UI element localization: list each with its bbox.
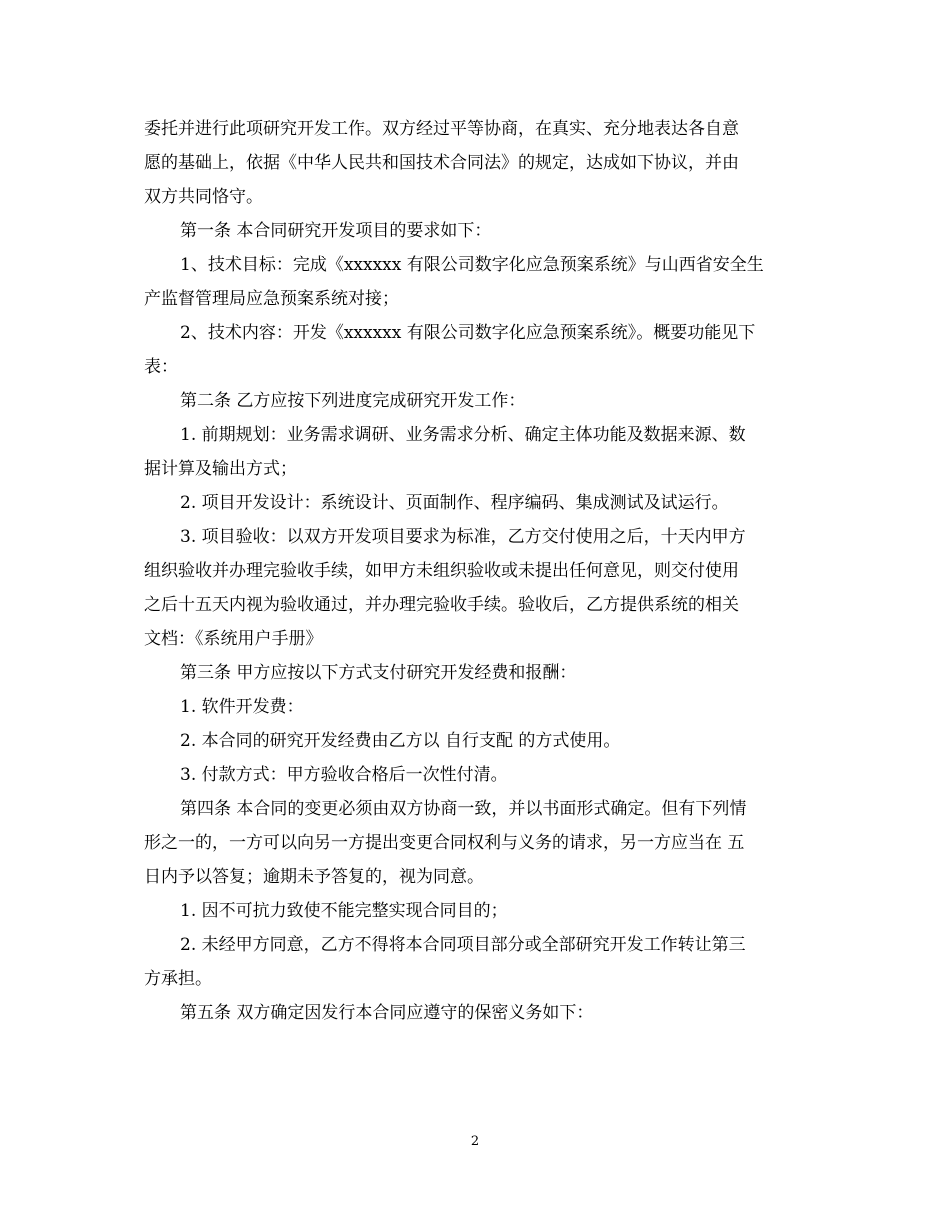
article-4-heading: 第四条 本合同的变更必须由双方协商一致，并以书面形式确定。但有下列情 — [180, 799, 747, 819]
text-line: 2. 项目开发设计：系统设计、页面制作、程序编码、集成测试及试运行。 — [180, 493, 729, 513]
text-line: 2、技术内容：开发《xxxxxx 有限公司数字化应急预案系统》。概要功能见下 — [180, 323, 756, 343]
text-line: 据计算及输出方式； — [144, 459, 297, 479]
text-line: 表： — [144, 357, 178, 377]
article-5-heading: 第五条 双方确定因发行本合同应遵守的保密义务如下： — [180, 1003, 594, 1023]
text-line: 形之一的，一方可以向另一方提出变更合同权利与义务的请求，另一方应当在 五 — [144, 833, 745, 853]
text-line: 3. 项目验收：以双方开发项目要求为标准，乙方交付使用之后，十天内甲方 — [180, 527, 746, 547]
text-line: 1. 软件开发费： — [180, 697, 304, 717]
text-line: 1、技术目标：完成《xxxxxx 有限公司数字化应急预案系统》与山西省安全生 — [180, 255, 764, 275]
text-line: 2. 未经甲方同意，乙方不得将本合同项目部分或全部研究开发工作转让第三 — [180, 935, 746, 955]
text-line: 文档：《系统用户手册》 — [144, 629, 323, 649]
text-line: 之后十五天内视为验收通过，并办理完验收手续。验收后，乙方提供系统的相关 — [144, 595, 739, 615]
text-line: 3. 付款方式：甲方验收合格后一次性付清。 — [180, 765, 508, 785]
article-3-heading: 第三条 甲方应按以下方式支付研究开发经费和报酬： — [180, 663, 577, 683]
text-line: 方承担。 — [144, 969, 212, 989]
text-line: 1. 因不可抗力致使不能完整实现合同目的； — [180, 901, 508, 921]
text-line: 愿的基础上，依据《中华人民共和国技术合同法》的规定，达成如下协议，并由 — [144, 153, 739, 173]
text-line: 2. 本合同的研究开发经费由乙方以 自行支配 的方式使用。 — [180, 731, 621, 751]
text-line: 组织验收并办理完验收手续，如甲方未组织验收或未提出任何意见，则交付使用 — [144, 561, 739, 581]
page-number: 2 — [470, 1134, 480, 1149]
text-line: 日内予以答复；逾期未予答复的，视为同意。 — [144, 867, 484, 887]
text-line: 双方共同恪守。 — [144, 187, 263, 207]
text-line: 产监督管理局应急预案系统对接； — [144, 289, 399, 309]
text-line: 1. 前期规划：业务需求调研、业务需求分析、确定主体功能及数据来源、数 — [180, 425, 746, 445]
text-line: 委托并进行此项研究开发工作。双方经过平等协商，在真实、充分地表达各自意 — [144, 119, 739, 139]
article-2-heading: 第二条 乙方应按下列进度完成研究开发工作： — [180, 391, 526, 411]
article-1-heading: 第一条 本合同研究开发项目的要求如下： — [180, 221, 492, 241]
contract-body — [144, 112, 810, 1030]
